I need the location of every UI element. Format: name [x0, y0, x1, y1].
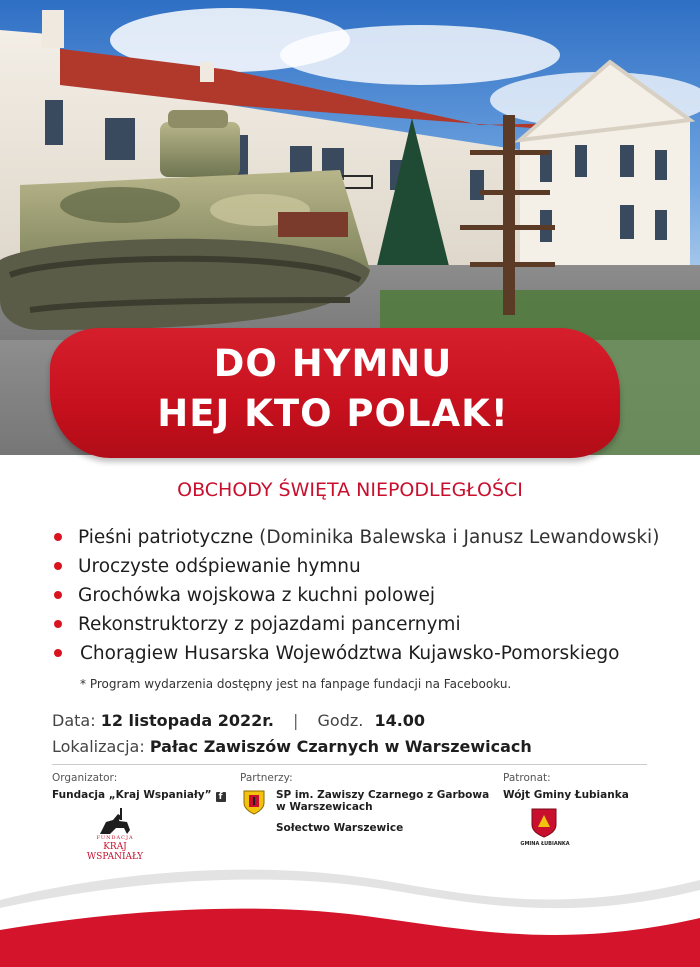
bullet-icon — [54, 591, 62, 599]
coat-of-arms-icon — [241, 788, 267, 816]
organizer-logo-small-text: FUNDACJA — [96, 835, 134, 841]
partner-1-line-1: SP im. Zawiszy Czarnego z Garbowa — [276, 789, 490, 801]
location-label: Lokalizacja: — [52, 737, 145, 756]
organizer-logo — [80, 808, 150, 862]
program-item — [54, 610, 674, 639]
program-note: * Program wydarzenia dostępny jest na fanpage fundacji na Facebooku. — [80, 677, 512, 691]
bullet-icon — [54, 562, 62, 570]
program-item-text: Chorągiew Husarska Województwa Kujawsko-Pomorskiego — [80, 643, 620, 664]
event-subtitle: OBCHODY ŚWIĘTA NIEPODLEGŁOŚCI — [177, 479, 523, 501]
partners-heading: Partnerzy: — [240, 772, 293, 784]
patron-name: Wójt Gminy Łubianka — [503, 789, 629, 801]
program-item — [54, 523, 674, 552]
event-date-row — [52, 711, 425, 730]
program-item — [54, 552, 674, 581]
program-item — [54, 639, 674, 668]
time-label: Godz. — [317, 711, 364, 730]
patron-heading: Patronat: — [503, 772, 551, 784]
date-time-separator: | — [293, 711, 299, 730]
organizer-heading: Organizator: — [52, 772, 118, 784]
organizer-logo-big-text: KRAJ WSPANIAŁY — [86, 842, 144, 862]
program-item-text: Rekonstruktorzy z pojazdami pancernymi — [78, 614, 461, 635]
polish-flag-ribbon — [0, 860, 700, 967]
knight-on-horse-icon — [80, 808, 150, 836]
gmina-logo-caption: GMINA ŁUBIANKA — [520, 841, 570, 847]
program-item-text: Uroczyste odśpiewanie hymnu — [78, 556, 361, 577]
program-item-text: Pieśni patriotyczne — [78, 527, 254, 548]
facebook-icon[interactable]: f — [216, 792, 226, 802]
date-value: 12 listopada 2022r. — [100, 711, 274, 730]
location-value: Pałac Zawiszów Czarnych w Warszewicach — [149, 737, 532, 756]
program-item — [54, 581, 674, 610]
title-line-1: DO HYMNU — [213, 342, 453, 385]
date-label: Data: — [52, 711, 96, 730]
event-location-row — [52, 737, 532, 756]
bullet-icon — [54, 533, 62, 541]
partner-2: Sołectwo Warszewice — [276, 822, 404, 834]
title-line-2: HEJ KTO POLAK! — [157, 392, 509, 435]
title-banner — [50, 328, 620, 458]
program-list — [54, 523, 674, 668]
organizer-name: Fundacja „Kraj Wspaniały” — [52, 789, 212, 801]
bullet-icon — [54, 620, 62, 628]
divider — [52, 764, 647, 765]
organizer-name-row — [52, 789, 226, 802]
bullet-icon — [54, 649, 62, 657]
gmina-coat-of-arms-icon — [530, 807, 558, 839]
program-item-text: Grochówka wojskowa z kuchni polowej — [78, 585, 436, 606]
partner-1-line-2: w Warszewicach — [276, 801, 373, 813]
program-item-extra: (Dominika Balewska i Janusz Lewandowski) — [253, 527, 660, 548]
time-value: 14.00 — [374, 711, 426, 730]
